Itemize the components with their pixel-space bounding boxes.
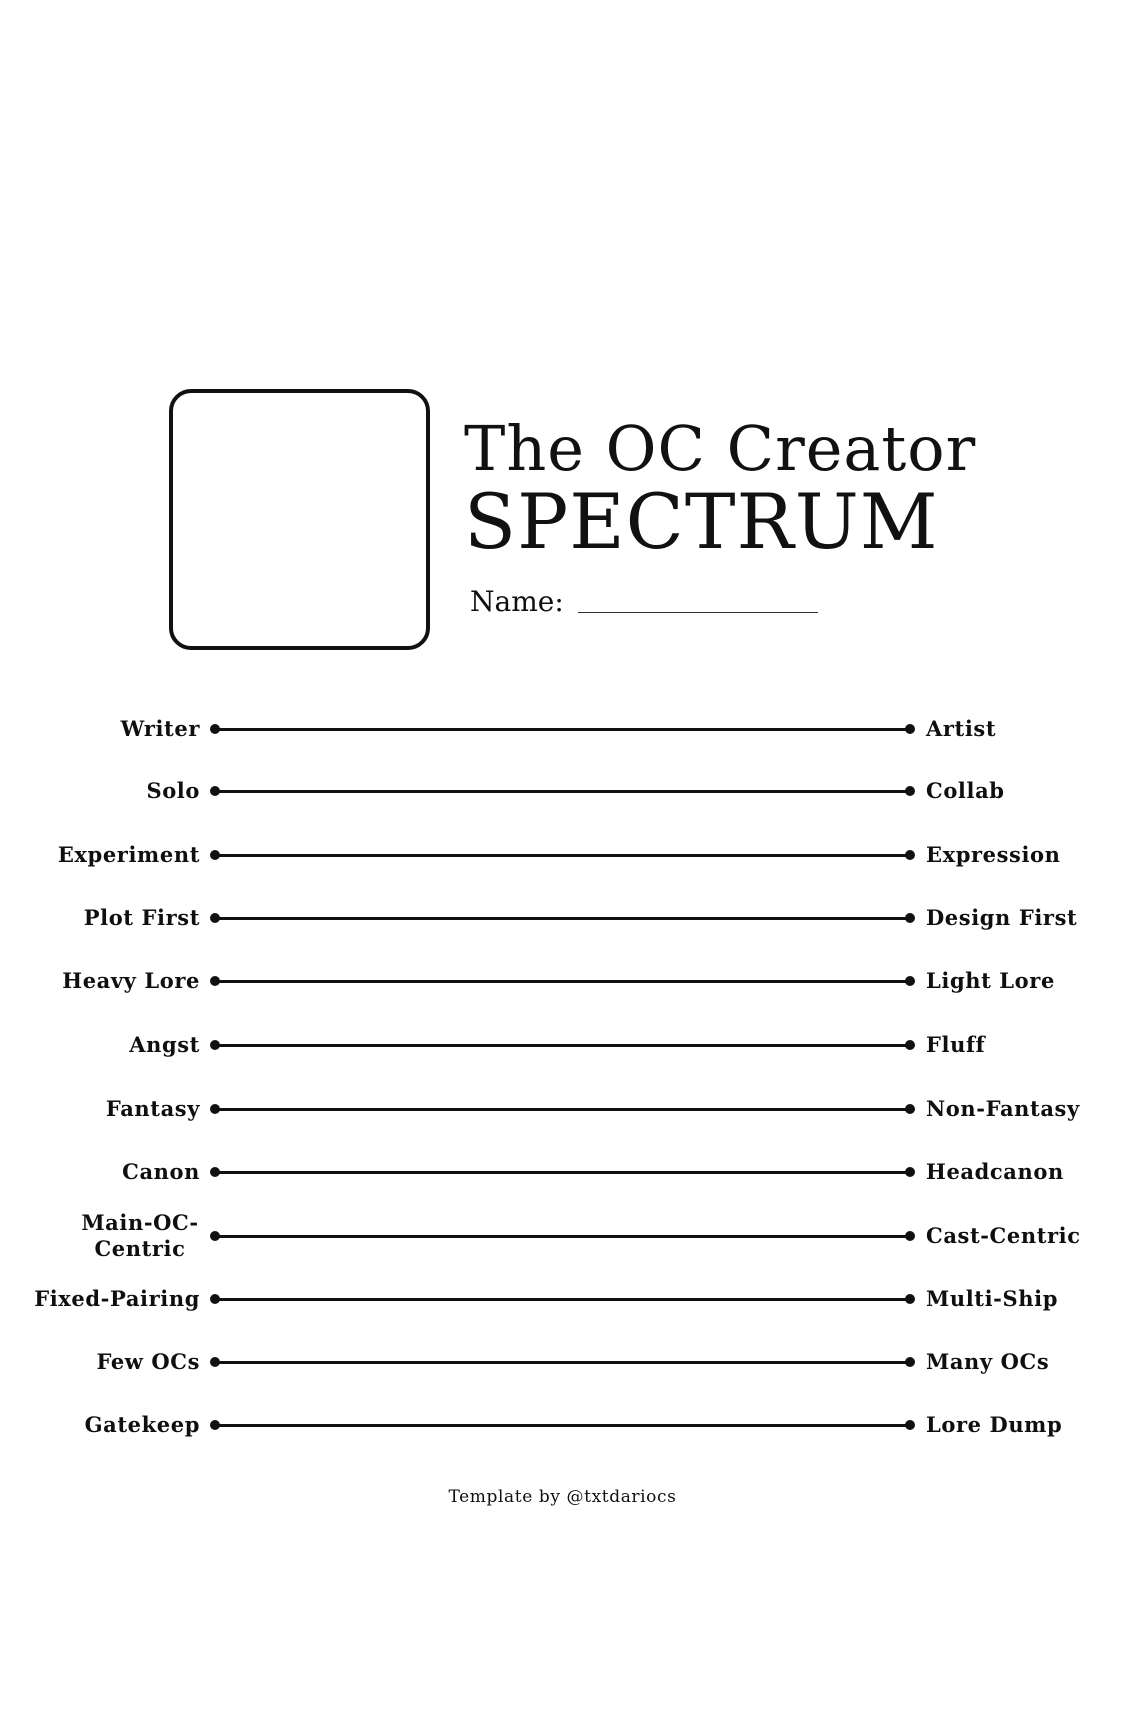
spectrum-left-label: Heavy Lore [62, 968, 200, 993]
spectrum-left-label: Gatekeep [84, 1412, 200, 1437]
spectrum-endpoint-right [905, 913, 915, 923]
spectrum-endpoint-left [210, 724, 220, 734]
spectrum-left-label: Few OCs [96, 1349, 200, 1374]
spectrum-endpoint-left [210, 1231, 220, 1241]
spectrum-track[interactable] [215, 790, 910, 793]
spectrum-right-label: Many OCs [926, 1349, 1050, 1374]
spectrum-endpoint-right [905, 1104, 915, 1114]
spectrum-left-label: Plot First [83, 905, 200, 930]
spectrum-left-label: Fantasy [105, 1096, 200, 1121]
spectrum-endpoint-left [210, 976, 220, 986]
page-title: The OC Creator [464, 412, 977, 485]
spectrum-track[interactable] [215, 1298, 910, 1301]
spectrum-track[interactable] [215, 1108, 910, 1111]
spectrum-endpoint-left [210, 786, 220, 796]
spectrum-track[interactable] [215, 980, 910, 983]
spectrum-right-label: Fluff [926, 1032, 986, 1057]
spectrum-left-label: Experiment [57, 842, 200, 867]
spectrum-track[interactable] [215, 1361, 910, 1364]
spectrum-right-label: Headcanon [926, 1159, 1064, 1184]
spectrum-right-label: Artist [926, 716, 997, 741]
page-title-spectrum: SPECTRUM [464, 477, 939, 566]
spectrum-track[interactable] [215, 1235, 910, 1238]
spectrum-endpoint-left [210, 1104, 220, 1114]
spectrum-endpoint-left [210, 1357, 220, 1367]
spectrum-endpoint-right [905, 1357, 915, 1367]
spectrum-endpoint-left [210, 850, 220, 860]
spectrum-endpoint-left [210, 1420, 220, 1430]
spectrum-left-label: Fixed-Pairing [34, 1286, 200, 1311]
spectrum-endpoint-right [905, 1167, 915, 1177]
spectrum-endpoint-right [905, 850, 915, 860]
spectrum-left-label: Canon [122, 1159, 200, 1184]
template-credit: Template by @txtdariocs [448, 1487, 677, 1507]
spectrum-left-label: Angst [129, 1032, 200, 1057]
spectrum-right-label: Lore Dump [926, 1412, 1063, 1437]
spectrum-left-label: Solo [146, 778, 200, 803]
spectrum-track[interactable] [215, 1171, 910, 1174]
spectrum-right-label: Multi-Ship [926, 1286, 1058, 1311]
spectrum-endpoint-right [905, 724, 915, 734]
spectrum-track[interactable] [215, 1044, 910, 1047]
spectrum-endpoint-right [905, 1420, 915, 1430]
spectrum-right-label: Non-Fantasy [926, 1096, 1080, 1121]
spectrum-track[interactable] [215, 1424, 910, 1427]
spectrum-right-label: Expression [926, 842, 1061, 867]
name-label: Name: [470, 585, 564, 618]
spectrum-right-label: Light Lore [926, 968, 1055, 993]
spectrum-right-label: Collab [926, 778, 1005, 803]
spectrum-endpoint-right [905, 1231, 915, 1241]
spectrum-endpoint-left [210, 1167, 220, 1177]
spectrum-endpoint-left [210, 1040, 220, 1050]
spectrum-track[interactable] [215, 854, 910, 857]
spectrum-right-label: Design First [926, 905, 1078, 930]
spectrum-endpoint-right [905, 1294, 915, 1304]
spectrum-endpoint-left [210, 1294, 220, 1304]
spectrum-left-label: Main-OC-Centric [81, 1210, 199, 1261]
spectrum-track[interactable] [215, 728, 910, 731]
spectrum-endpoint-right [905, 976, 915, 986]
spectrum-endpoint-right [905, 1040, 915, 1050]
spectrum-track[interactable] [215, 917, 910, 920]
spectrum-endpoint-left [210, 913, 220, 923]
spectrum-right-label: Cast-Centric [926, 1223, 1081, 1248]
spectrum-left-label: Writer [120, 716, 200, 741]
spectrum-endpoint-right [905, 786, 915, 796]
